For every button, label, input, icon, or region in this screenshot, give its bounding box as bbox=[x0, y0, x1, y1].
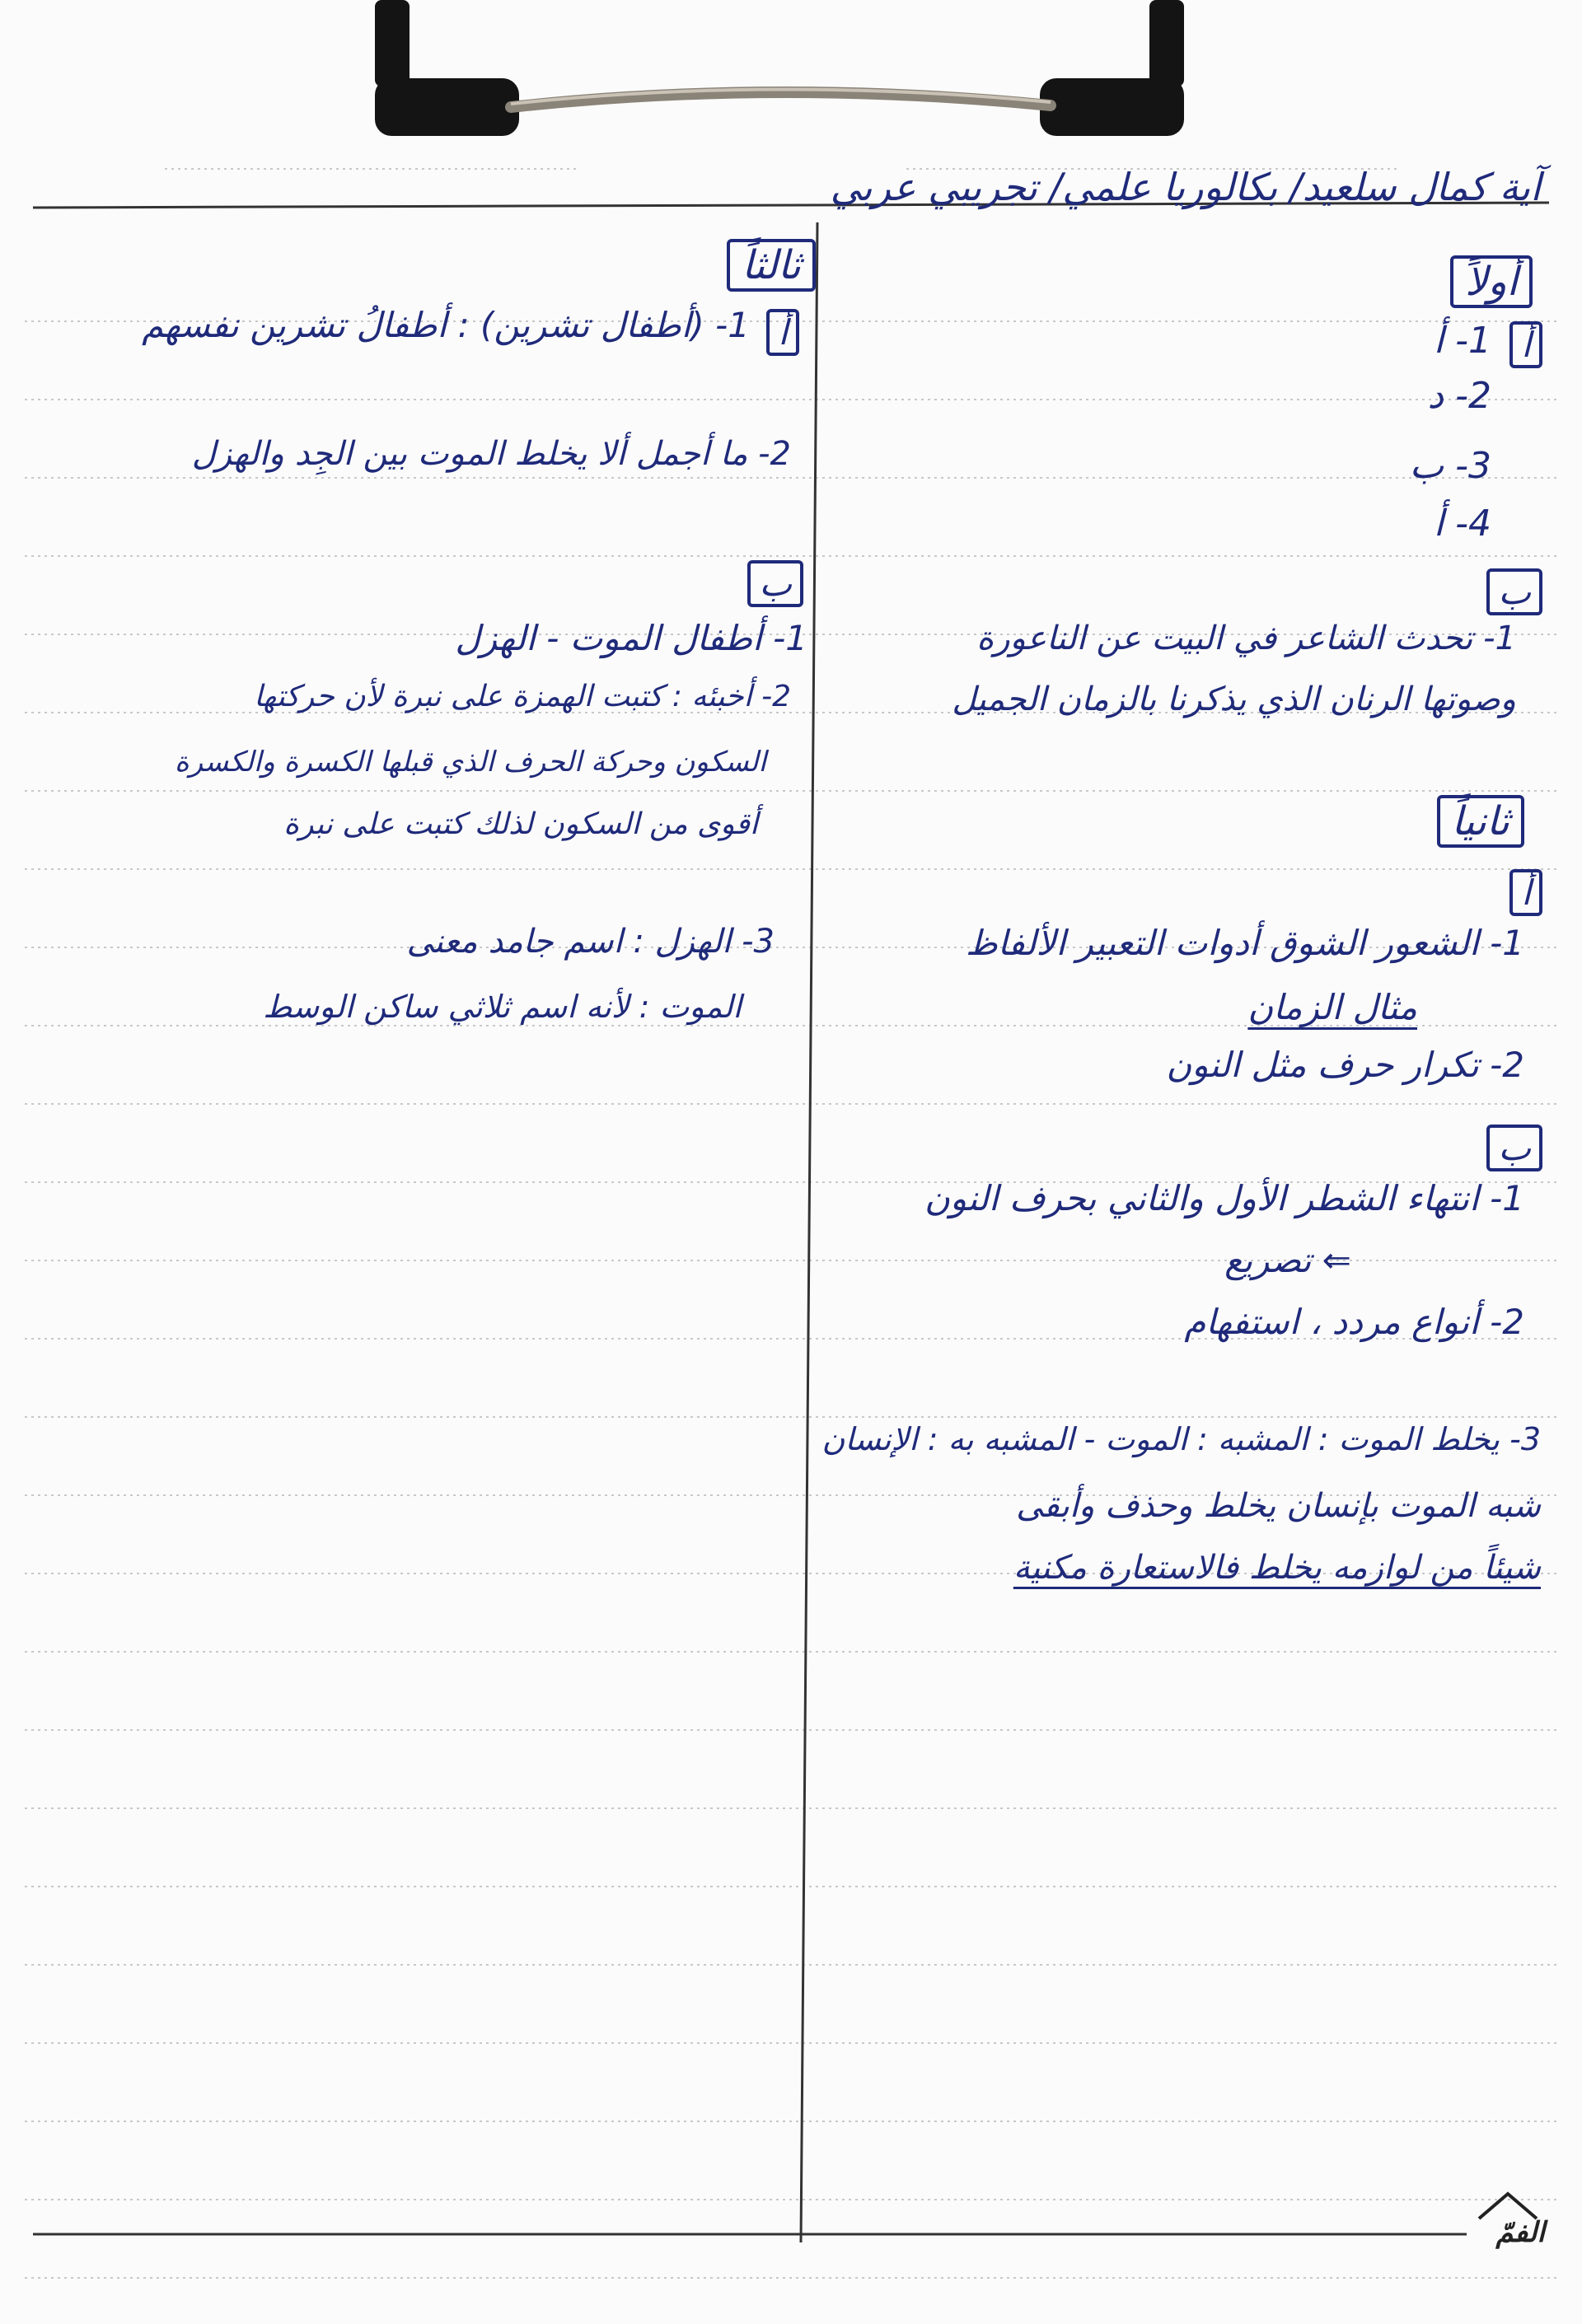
s2-b-line-4: 3- يخلط الموت : المشبه : الموت - المشبه به : الإنسان bbox=[821, 1421, 1541, 1457]
section-title-1: أولاً bbox=[1450, 255, 1533, 308]
s1-part-a-label: أ bbox=[1509, 321, 1542, 368]
s3-part-b-label: ب bbox=[747, 560, 803, 607]
s2-b-line-5: شبه الموت بإنسان يخلط وحذف وأبقى bbox=[1016, 1487, 1541, 1525]
s2-a-line-2: مثال الزمان bbox=[1247, 987, 1417, 1027]
s3-b-line-5: 3- الهزل : اسم جامد معنى bbox=[406, 923, 775, 961]
s1-a-item-4: 4- أ bbox=[1433, 503, 1491, 545]
s2-part-a-label: أ bbox=[1509, 869, 1542, 916]
s3-b-line-6: الموت : لأنه اسم ثلاثي ساكن الوسط bbox=[263, 989, 742, 1025]
s1-part-b-label: ب bbox=[1486, 568, 1542, 615]
s2-b-line-2: ⇐ تصريع bbox=[1224, 1240, 1351, 1280]
section-title-2: ثانياً bbox=[1437, 795, 1524, 848]
s3-b-line-1: 1- أطفال الموت - الهزل bbox=[455, 618, 807, 658]
s1-a-item-3: 3- ب bbox=[1409, 445, 1491, 487]
clipboard-clip-icon bbox=[0, 0, 1582, 148]
s1-a-item-1: 1- أ bbox=[1433, 320, 1491, 362]
s2-b-line-6: شيئاً من لوازمه يخلط فالاستعارة مكنية bbox=[1013, 1549, 1541, 1587]
s1-a-item-2: 2- د bbox=[1427, 375, 1491, 417]
s1-b-line-2: وصوتها الرنان الذي يذكرنا بالزمان الجميل bbox=[952, 680, 1516, 718]
s1-b-line-1: 1- تحدث الشاعر في البيت عن الناعورة bbox=[976, 620, 1516, 657]
s3-b-line-3: السكون وحركة الحرف الذي قبلها الكسرة والكسرة bbox=[174, 746, 766, 779]
section-title-3: ثالثاً bbox=[727, 239, 816, 292]
column-divider bbox=[801, 222, 817, 2242]
s3-part-a-label: أ bbox=[766, 309, 799, 356]
s3-b-line-4: أقوى من السكون لذلك كتبت على نبرة bbox=[283, 807, 758, 841]
logo-roof-icon bbox=[1475, 2190, 1541, 2223]
s2-a-line-1: 1- الشعور الشوق أدوات التعبير الألفاظ bbox=[965, 923, 1524, 963]
s3-a-line-2: 2- ما أجمل ألا يخلط الموت بين الجِد والهزل bbox=[191, 435, 791, 473]
s2-b-line-1: 1- انتهاء الشطر الأول والثاني بحرف النون bbox=[924, 1178, 1524, 1218]
s3-a-line-1: 1- (أطفال تشرين) : أطفالُ تشرين نفسهم bbox=[142, 305, 750, 345]
header-text: آية كمال سلعيد/ بكالوريا علمي/ تجريبي عربي bbox=[830, 165, 1541, 209]
footer-logo: الفمّ bbox=[1495, 2216, 1545, 2249]
s2-b-line-3: 2- أنواع مردد ، استفهام bbox=[1184, 1302, 1524, 1342]
s2-part-b-label: ب bbox=[1486, 1125, 1542, 1171]
s2-a-line-3: 2- تكرار حرف مثل النون bbox=[1166, 1045, 1524, 1085]
s3-b-line-2: 2- أخبئه : كتبت الهمزة على نبرة لأن حركتها bbox=[254, 680, 791, 713]
